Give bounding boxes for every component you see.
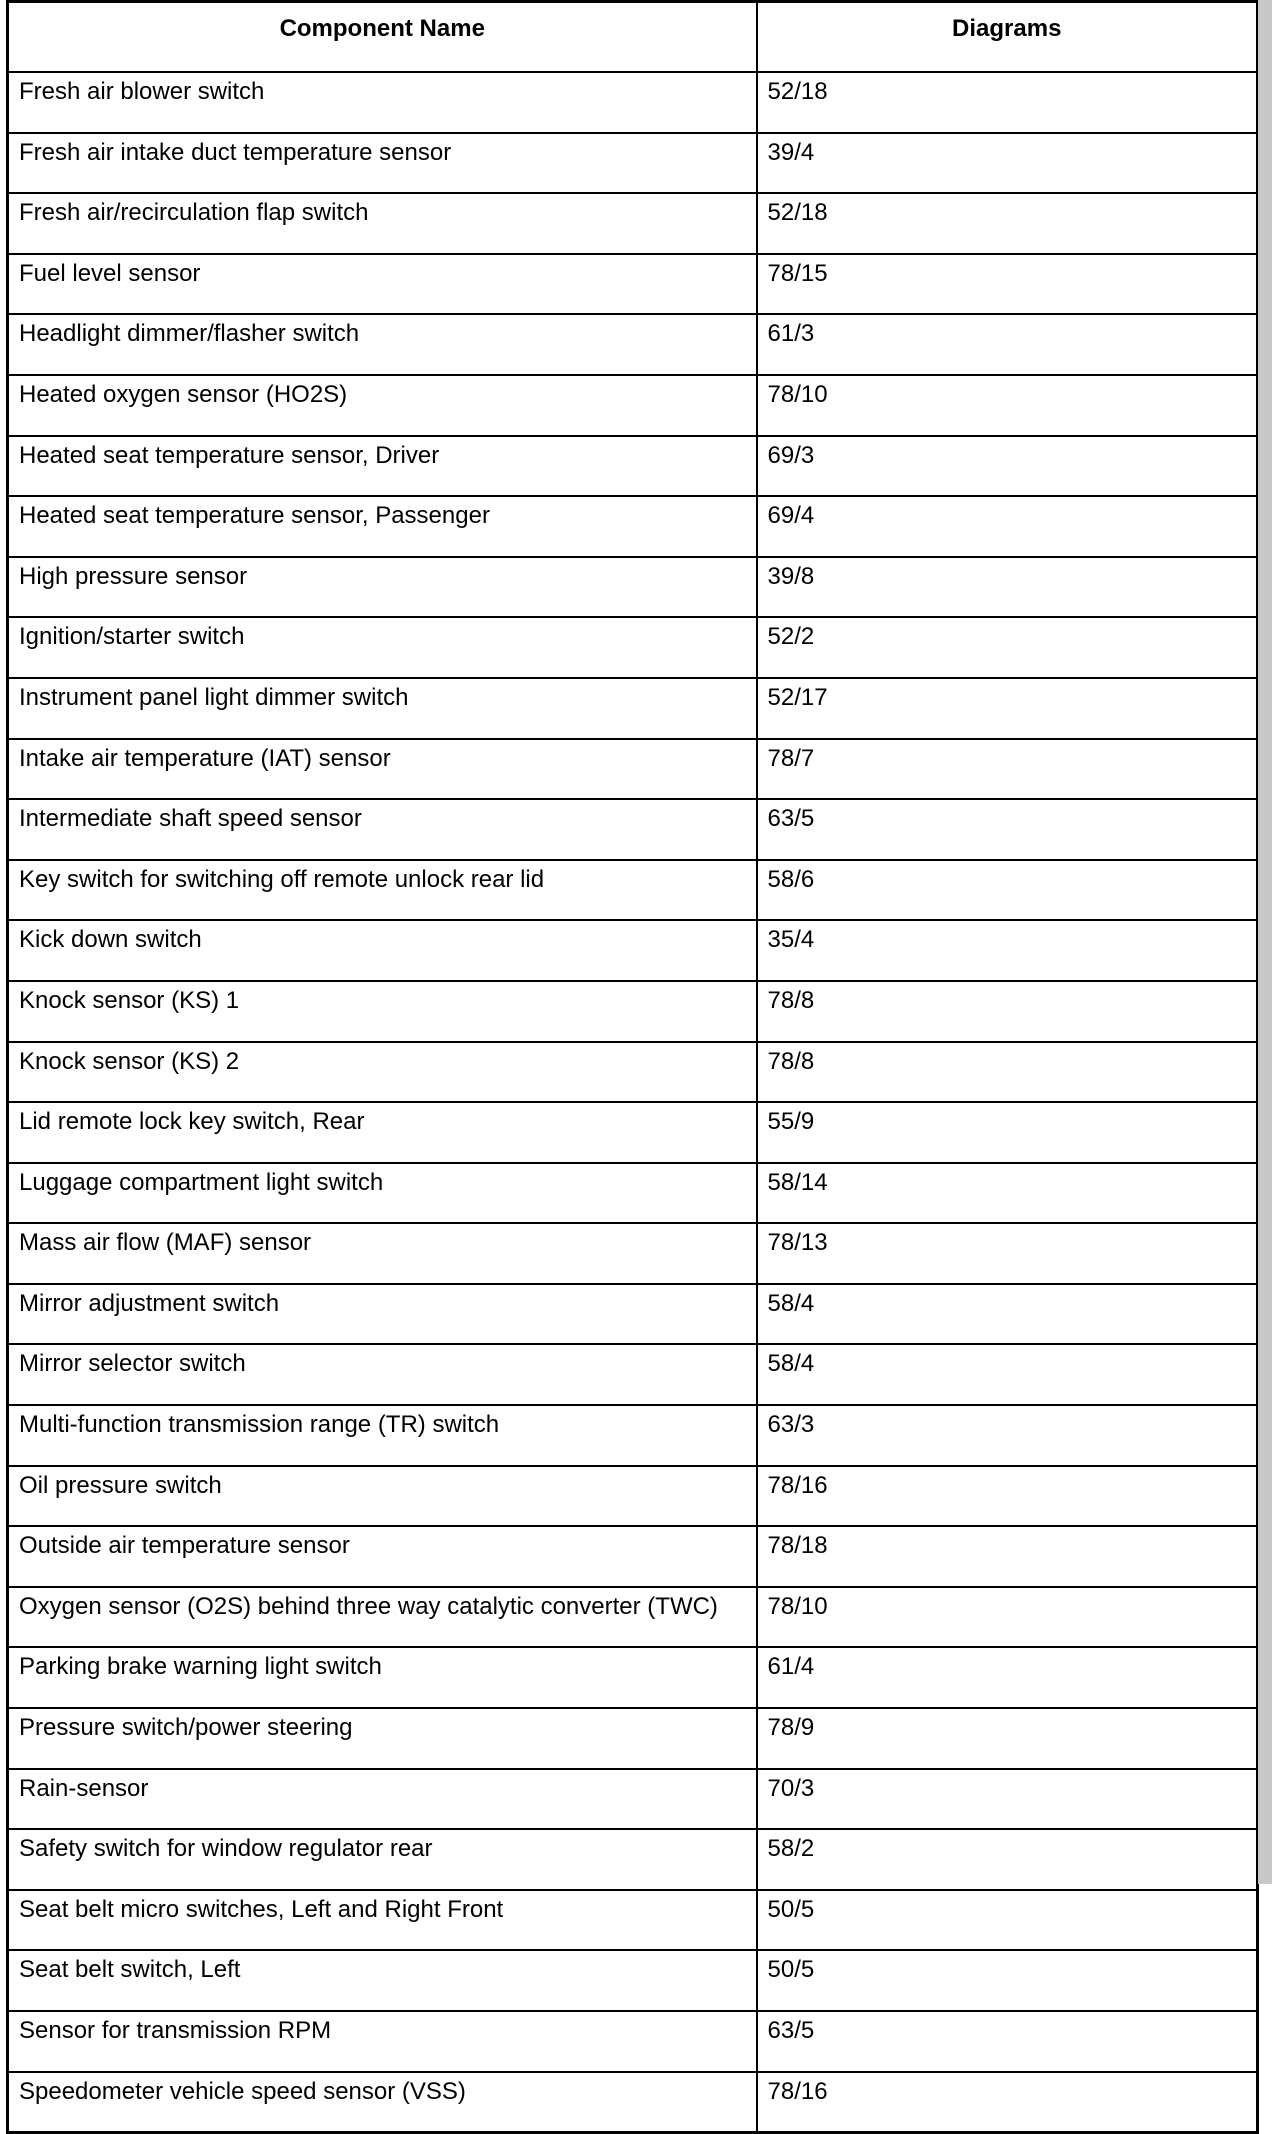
table-row [8,1950,1258,2011]
component-name-cell: Oil pressure switch [8,1466,757,1527]
diagrams-cell: 39/8 [757,557,1258,618]
diagrams-cell: 61/4 [757,1647,1258,1708]
component-name-header: Component Name [8,2,757,73]
diagrams-cell: 78/7 [757,739,1258,800]
table-row [8,1163,1258,1224]
diagrams-cell: 78/9 [757,1708,1258,1769]
component-name-cell: Safety switch for window regulator rear [8,1829,757,1890]
diagrams-cell: 70/3 [757,1769,1258,1830]
diagrams-cell: 39/4 [757,133,1258,194]
component-name-cell: Oxygen sensor (O2S) behind three way catalytic converter (TWC) [8,1587,757,1648]
diagrams-cell: 78/18 [757,1526,1258,1587]
diagrams-cell: 58/4 [757,1344,1258,1405]
table-row [8,920,1258,981]
diagrams-cell: 61/3 [757,314,1258,375]
table-body [8,72,1258,2133]
diagrams-cell: 78/8 [757,981,1258,1042]
table-row [8,72,1258,133]
component-name-cell: Mass air flow (MAF) sensor [8,1223,757,1284]
table-row [8,1405,1258,1466]
component-name-cell: Fuel level sensor [8,254,757,315]
component-name-cell: Fresh air intake duct temperature sensor [8,133,757,194]
diagrams-cell: 78/16 [757,1466,1258,1527]
table-row [8,496,1258,557]
component-name-cell: Key switch for switching off remote unlock rear lid [8,860,757,921]
diagrams-cell: 63/5 [757,2011,1258,2072]
diagrams-cell: 52/17 [757,678,1258,739]
table-row [8,1890,1258,1951]
component-diagram-table [6,0,1259,2134]
component-name-cell: Fresh air/recirculation flap switch [8,193,757,254]
table-row [8,254,1258,315]
diagrams-cell: 78/10 [757,1587,1258,1648]
table-row [8,678,1258,739]
table-row [8,981,1258,1042]
component-name-cell: Ignition/starter switch [8,617,757,678]
diagrams-cell: 58/6 [757,860,1258,921]
component-name-cell: Kick down switch [8,920,757,981]
diagrams-cell: 58/2 [757,1829,1258,1890]
diagrams-cell: 69/4 [757,496,1258,557]
document-page [6,0,1256,2105]
diagrams-cell: 78/15 [757,254,1258,315]
table-row [8,1647,1258,1708]
component-name-cell: Luggage compartment light switch [8,1163,757,1224]
component-name-cell: Speedometer vehicle speed sensor (VSS) [8,2072,757,2133]
component-name-cell: Headlight dimmer/flasher switch [8,314,757,375]
component-name-cell: Sensor for transmission RPM [8,2011,757,2072]
table-row [8,436,1258,497]
diagrams-header: Diagrams [757,2,1258,73]
diagrams-cell: 55/9 [757,1102,1258,1163]
table-row [8,739,1258,800]
diagrams-cell: 63/3 [757,1405,1258,1466]
table-row [8,133,1258,194]
table-row [8,557,1258,618]
table-row [8,799,1258,860]
component-name-cell: Outside air temperature sensor [8,1526,757,1587]
component-name-cell: Multi-function transmission range (TR) switch [8,1405,757,1466]
component-name-cell: Heated seat temperature sensor, Driver [8,436,757,497]
component-name-cell: Heated seat temperature sensor, Passenger [8,496,757,557]
table-row [8,1526,1258,1587]
component-name-cell: Pressure switch/power steering [8,1708,757,1769]
component-name-cell: Mirror adjustment switch [8,1284,757,1345]
table-row [8,314,1258,375]
diagrams-cell: 58/4 [757,1284,1258,1345]
diagrams-cell: 78/8 [757,1042,1258,1103]
table-row [8,1829,1258,1890]
table-row [8,1284,1258,1345]
header-row [8,2,1258,73]
table-row [8,1102,1258,1163]
component-name-cell: Rain-sensor [8,1769,757,1830]
table-row [8,2072,1258,2133]
component-name-cell: High pressure sensor [8,557,757,618]
table-row [8,1344,1258,1405]
component-name-cell: Mirror selector switch [8,1344,757,1405]
table-row [8,1223,1258,1284]
table-row [8,617,1258,678]
diagrams-cell: 35/4 [757,920,1258,981]
table-row [8,193,1258,254]
diagrams-cell: 78/16 [757,2072,1258,2133]
diagrams-cell: 50/5 [757,1950,1258,2011]
table-row [8,1042,1258,1103]
diagrams-cell: 69/3 [757,436,1258,497]
table-row [8,860,1258,921]
component-name-cell: Heated oxygen sensor (HO2S) [8,375,757,436]
table-header [8,2,1258,73]
component-name-cell: Knock sensor (KS) 2 [8,1042,757,1103]
component-name-cell: Seat belt micro switches, Left and Right Front [8,1890,757,1951]
table-row [8,1466,1258,1527]
diagrams-cell: 52/18 [757,193,1258,254]
component-name-cell: Seat belt switch, Left [8,1950,757,2011]
component-name-cell: Intermediate shaft speed sensor [8,799,757,860]
diagrams-cell: 52/18 [757,72,1258,133]
component-name-cell: Instrument panel light dimmer switch [8,678,757,739]
component-name-cell: Intake air temperature (IAT) sensor [8,739,757,800]
table-row [8,1587,1258,1648]
diagrams-cell: 52/2 [757,617,1258,678]
table-row [8,375,1258,436]
diagrams-cell: 78/13 [757,1223,1258,1284]
diagrams-cell: 50/5 [757,1890,1258,1951]
page-edge-shadow [1258,0,1272,1884]
table-row [8,1769,1258,1830]
table-row [8,1708,1258,1769]
table-row [8,2011,1258,2072]
diagrams-cell: 78/10 [757,375,1258,436]
component-name-cell: Knock sensor (KS) 1 [8,981,757,1042]
component-name-cell: Fresh air blower switch [8,72,757,133]
component-name-cell: Lid remote lock key switch, Rear [8,1102,757,1163]
diagrams-cell: 63/5 [757,799,1258,860]
diagrams-cell: 58/14 [757,1163,1258,1224]
component-name-cell: Parking brake warning light switch [8,1647,757,1708]
